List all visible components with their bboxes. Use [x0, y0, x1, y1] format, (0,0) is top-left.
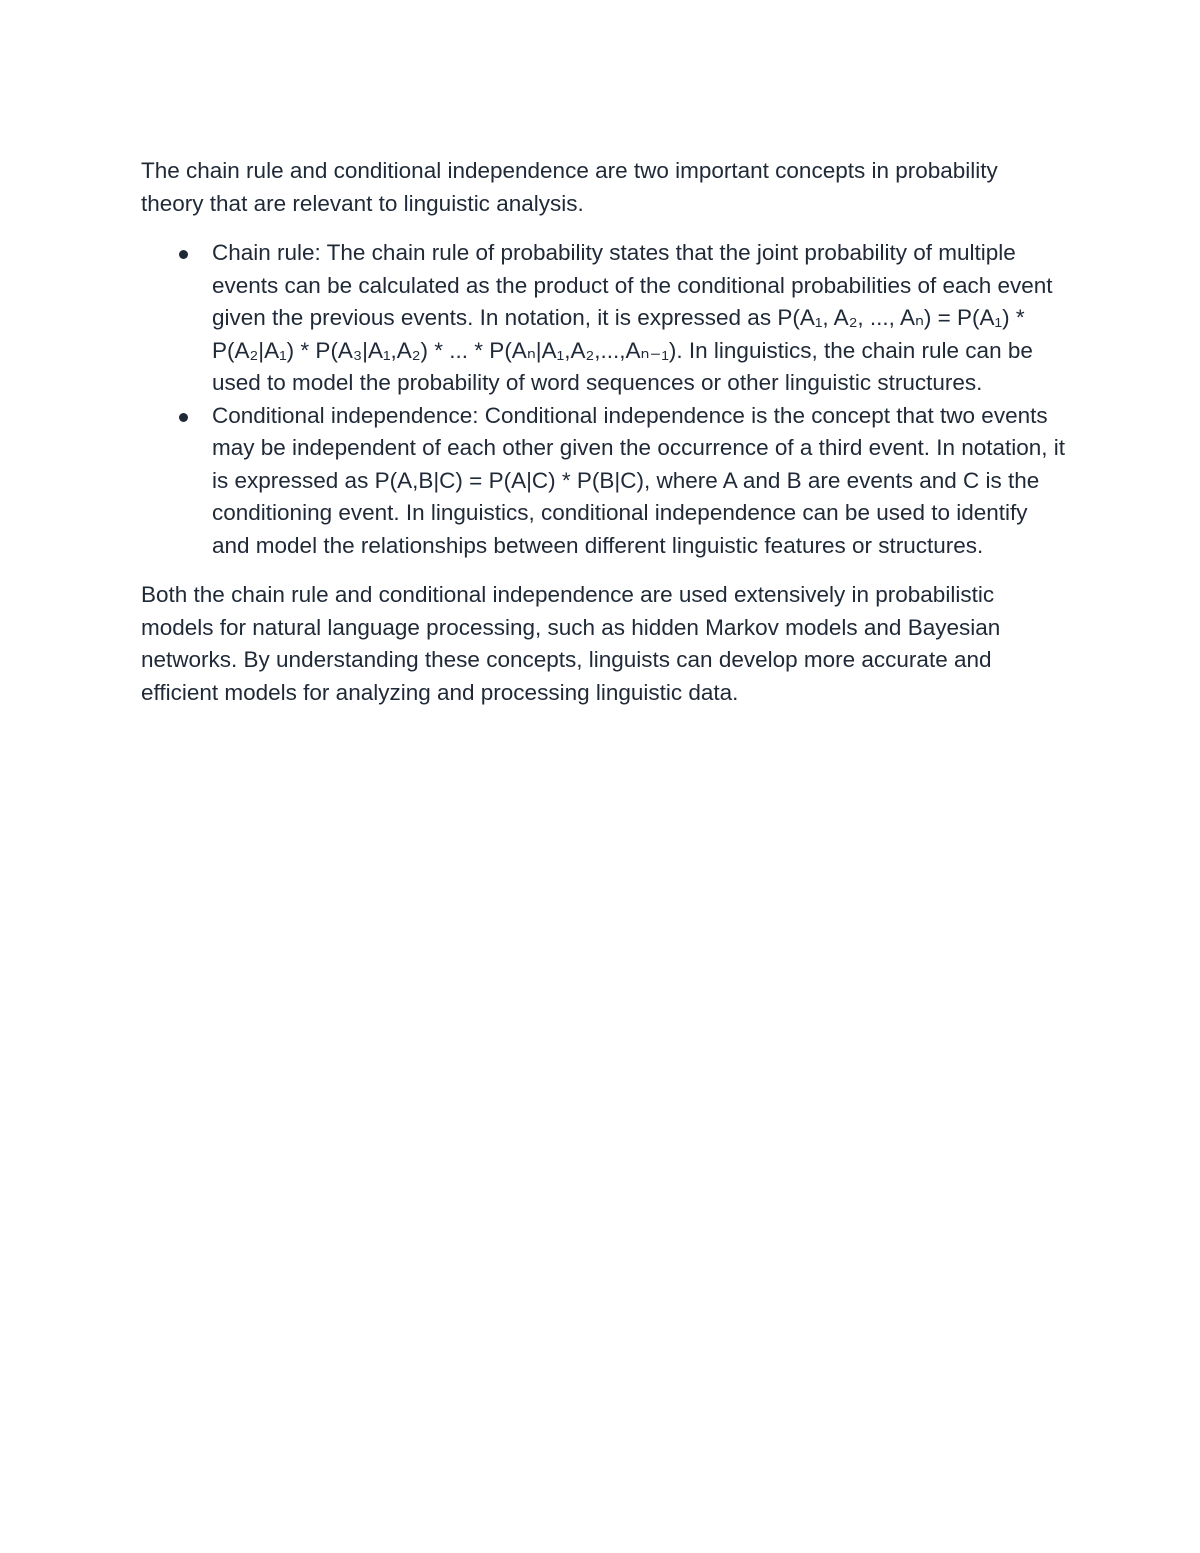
- list-item: [141, 237, 1066, 400]
- conditional-independence-text: Conditional independence: Conditional independence is the concept that two events may be independent of each other given the occurrence of a third event. In notation, it is expressed as P(A,B|C) = P(A|C) * P(B|C), where A and B are events and C is the conditioning event. In linguistics, conditional independence can be used to identify and model the relationships between different linguistic features or structures.: [212, 402, 1066, 558]
- concept-list: [141, 237, 1066, 562]
- bullet-icon: [179, 413, 188, 422]
- document-body: [141, 155, 1066, 709]
- intro-paragraph: The chain rule and conditional independence are two important concepts in probability theory that are relevant to linguistic analysis.: [141, 158, 998, 216]
- conclusion-paragraph: Both the chain rule and conditional independence are used extensively in probabilistic models for natural language processing, such as hidden Markov models and Bayesian networks. By understanding these concepts, linguists can develop more accurate and efficient models for analyzing and processing linguistic data.: [141, 582, 1001, 705]
- chain-rule-text: Chain rule: The chain rule of probability states that the joint probability of multiple events can be calculated as the product of the conditional probabilities of each event given the previous events. In notation, it is expressed as P(A₁, A₂, ..., Aₙ) = P(A₁) * P(A₂|A₁) * P(A₃|A₁,A₂) * ... * P(Aₙ|A₁,A₂,...,Aₙ₋₁). In linguistics, the chain rule can be used to model the probability of word sequences or other linguistic structures.: [212, 240, 1053, 395]
- list-item: [141, 400, 1066, 563]
- bullet-icon: [179, 250, 188, 259]
